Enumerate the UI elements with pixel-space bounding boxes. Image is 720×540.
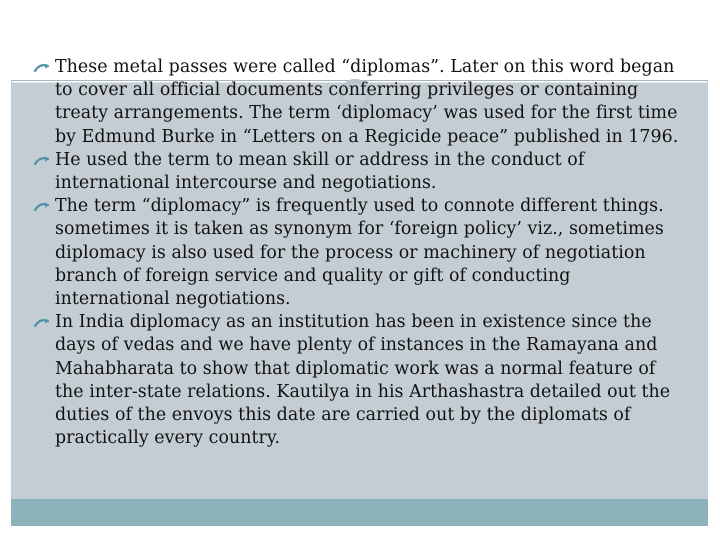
curved-arrow-bullet-icon — [34, 62, 50, 74]
curved-arrow-bullet-icon — [34, 201, 50, 213]
bullet-list — [34, 56, 689, 450]
list-item — [34, 311, 689, 450]
curved-arrow-bullet-icon — [34, 317, 50, 329]
bullet-text: The term “diplomacy” is frequently used to connote different things. sometimes it is taken as synonym for ‘foreign policy’ viz., sometimes diplomacy is also used for the process or machinery of negotiation branch of foreign service and quality or gift of conducting international negotiations. — [55, 196, 664, 310]
curved-arrow-bullet-icon — [34, 155, 50, 167]
bullet-text: He used the term to mean skill or address in the conduct of international intercourse and negotiations. — [55, 149, 585, 194]
bullet-text: These metal passes were called “diplomas”. Later on this word began to cover all official documents conferring privileges or containing treaty arrangements. The term ‘diplomacy’ was used for the first time by Edmund Burke in “Letters on a Regicide peace” published in 1796. — [55, 57, 679, 147]
bullet-text: In India diplomacy as an institution has been in existence since the days of vedas and we have plenty of instances in the Ramayana and Mahabharata to show that diplomatic work was a normal feature of the inter-state relations. Kautilya in his Arthashastra detailed out the duties of the envoys this date are carried out by the diplomats of practically every country. — [55, 312, 671, 449]
list-item — [34, 149, 689, 195]
footer-band — [11, 499, 708, 526]
list-item — [34, 56, 689, 149]
list-item — [34, 195, 689, 311]
